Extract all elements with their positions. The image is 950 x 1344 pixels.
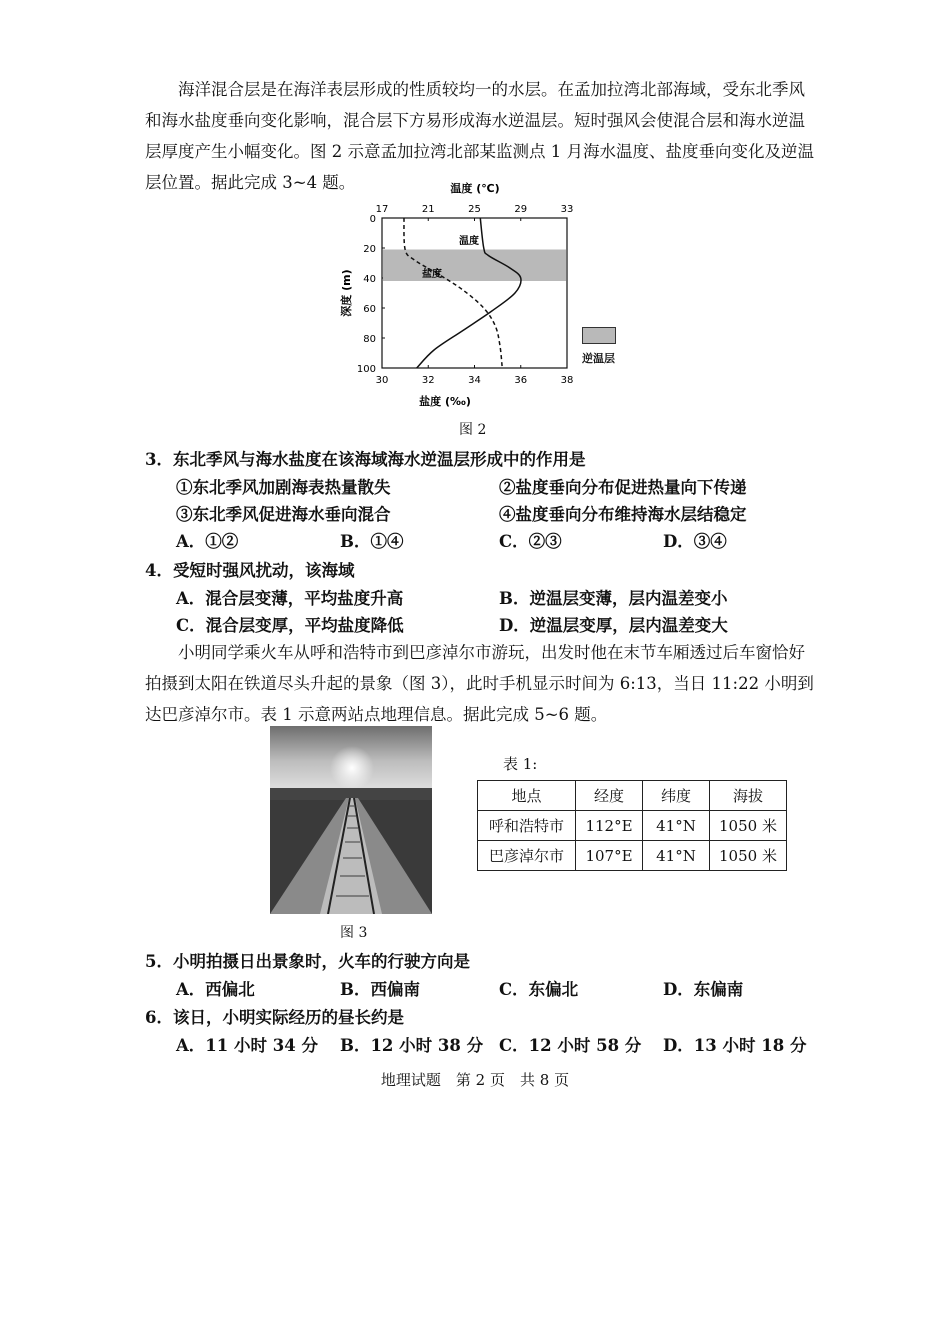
- q3-option-b: B．①④: [340, 532, 404, 551]
- bottom-tick-label: 36: [514, 375, 528, 386]
- top-axis-label: 温度 (℃): [450, 182, 500, 195]
- figure-3-caption: 图 3: [340, 925, 368, 941]
- depth-tick-label: 0: [369, 214, 376, 225]
- q3-statement-2: ②盐度垂向分布促进热量向下传递: [499, 478, 747, 497]
- top-tick-label: 25: [468, 204, 481, 215]
- table-header-cell: 纬度: [643, 781, 710, 811]
- salinity-curve: [404, 218, 502, 368]
- intro-paragraph-2: 小明同学乘火车从呼和浩特市到巴彦淖尔市游玩，出发时他在末节车厢透过后车窗恰好拍摄到太阳在铁道尽头升起的景象（图 3），此时手机显示时间为 6:13，当日 11:22 小明到达巴彦淖尔市。表 1 示意两站点地理信息。据此完成 5~6 题。: [145, 643, 814, 724]
- q3-statement-4: ④盐度垂向分布维持海水层结稳定: [499, 505, 747, 524]
- q6-option-a: A．11 小时 34 分: [176, 1036, 318, 1055]
- q4-option-b: B．逆温层变薄，层内温差变小: [499, 589, 728, 608]
- q6-option-d: D．13 小时 18 分: [663, 1036, 807, 1055]
- depth-tick-label: 40: [363, 274, 376, 285]
- table-1: [477, 780, 787, 871]
- inversion-layer-band: [383, 250, 566, 282]
- table-header-row: [478, 781, 787, 811]
- depth-tick-label: 100: [356, 364, 376, 375]
- q5-option-d: D．东偏南: [663, 980, 744, 999]
- q5-option-c: C．东偏北: [499, 980, 579, 999]
- table-cell: 107°E: [576, 841, 643, 871]
- table-cell: 112°E: [576, 811, 643, 841]
- page-footer: 地理试题 第 2 页 共 8 页: [380, 1071, 570, 1089]
- q6-stem: 6．该日，小明实际经历的昼长约是: [145, 1008, 404, 1027]
- table-cell: 呼和浩特市: [478, 811, 576, 841]
- legend-swatch: [582, 327, 616, 344]
- q6-option-c: C．12 小时 58 分: [499, 1036, 642, 1055]
- table-cell: 41°N: [643, 811, 710, 841]
- q3-statement-1: ①东北季风加剧海表热量散失: [176, 478, 391, 497]
- q3-option-a: A．①②: [176, 532, 239, 551]
- bottom-axis-label: 盐度 (‰): [419, 395, 471, 408]
- q4-option-d: D．逆温层变厚，层内温差变大: [499, 616, 728, 635]
- temp-curve-label: 温度: [459, 236, 479, 247]
- salt-curve-label: 盐度: [422, 269, 442, 280]
- table-cell: 1050 米: [710, 811, 787, 841]
- table-1-title: 表 1:: [503, 755, 538, 773]
- left-axis-label: 深度 (m): [340, 269, 353, 317]
- intro-paragraph-1: 海洋混合层是在海洋表层形成的性质较均一的水层。在孟加拉湾北部海域，受东北季风和海水盐度垂向变化影响，混合层下方易形成海水逆温层。短时强风会使混合层和海水逆温层厚度产生小幅变化。图 2 示意孟加拉湾北部某监测点 1 月海水温度、盐度垂向变化及逆温层位置。据此完成 3~4 题。: [145, 80, 814, 192]
- railway-sunrise-photo: [270, 726, 432, 914]
- q5-stem: 5．小明拍摄日出景象时，火车的行驶方向是: [145, 952, 470, 971]
- depth-tick-label: 80: [363, 334, 376, 345]
- depth-tick-label: 60: [363, 304, 376, 315]
- table-cell: 41°N: [643, 841, 710, 871]
- table-header-cell: 地点: [478, 781, 576, 811]
- q5-option-a: A．西偏北: [176, 980, 255, 999]
- q3-stem: 3．东北季风与海水盐度在该海域海水逆温层形成中的作用是: [145, 450, 586, 469]
- top-tick-label: 17: [375, 204, 389, 215]
- table-cell: 1050 米: [710, 841, 787, 871]
- bottom-tick-label: 34: [468, 375, 481, 386]
- table-row: [478, 841, 787, 871]
- figure-2-chart: [320, 178, 630, 418]
- left-axis-ticks: [357, 214, 385, 375]
- q3-option-c: C．②③: [499, 532, 562, 551]
- table-row: [478, 811, 787, 841]
- q3-option-d: D．③④: [663, 532, 727, 551]
- q4-option-c: C．混合层变厚，平均盐度降低: [176, 616, 404, 635]
- figure-2-caption: 图 2: [459, 422, 487, 438]
- top-tick-label: 29: [514, 204, 528, 215]
- q6-option-b: B．12 小时 38 分: [340, 1036, 484, 1055]
- top-tick-label: 33: [560, 204, 574, 215]
- q4-stem: 4．受短时强风扰动，该海域: [145, 561, 355, 580]
- bottom-tick-label: 38: [560, 375, 574, 386]
- legend-label: 逆温层: [582, 352, 615, 365]
- q3-statement-3: ③东北季风促进海水垂向混合: [176, 505, 391, 524]
- table-cell: 巴彦淖尔市: [478, 841, 576, 871]
- table-header-cell: 海拔: [710, 781, 787, 811]
- bottom-tick-label: 32: [421, 375, 435, 386]
- q5-option-b: B．西偏南: [340, 980, 420, 999]
- q4-option-a: A．混合层变薄，平均盐度升高: [176, 589, 404, 608]
- top-tick-label: 21: [421, 204, 435, 215]
- depth-tick-label: 20: [363, 244, 376, 255]
- bottom-tick-label: 30: [375, 375, 389, 386]
- table-header-cell: 经度: [576, 781, 643, 811]
